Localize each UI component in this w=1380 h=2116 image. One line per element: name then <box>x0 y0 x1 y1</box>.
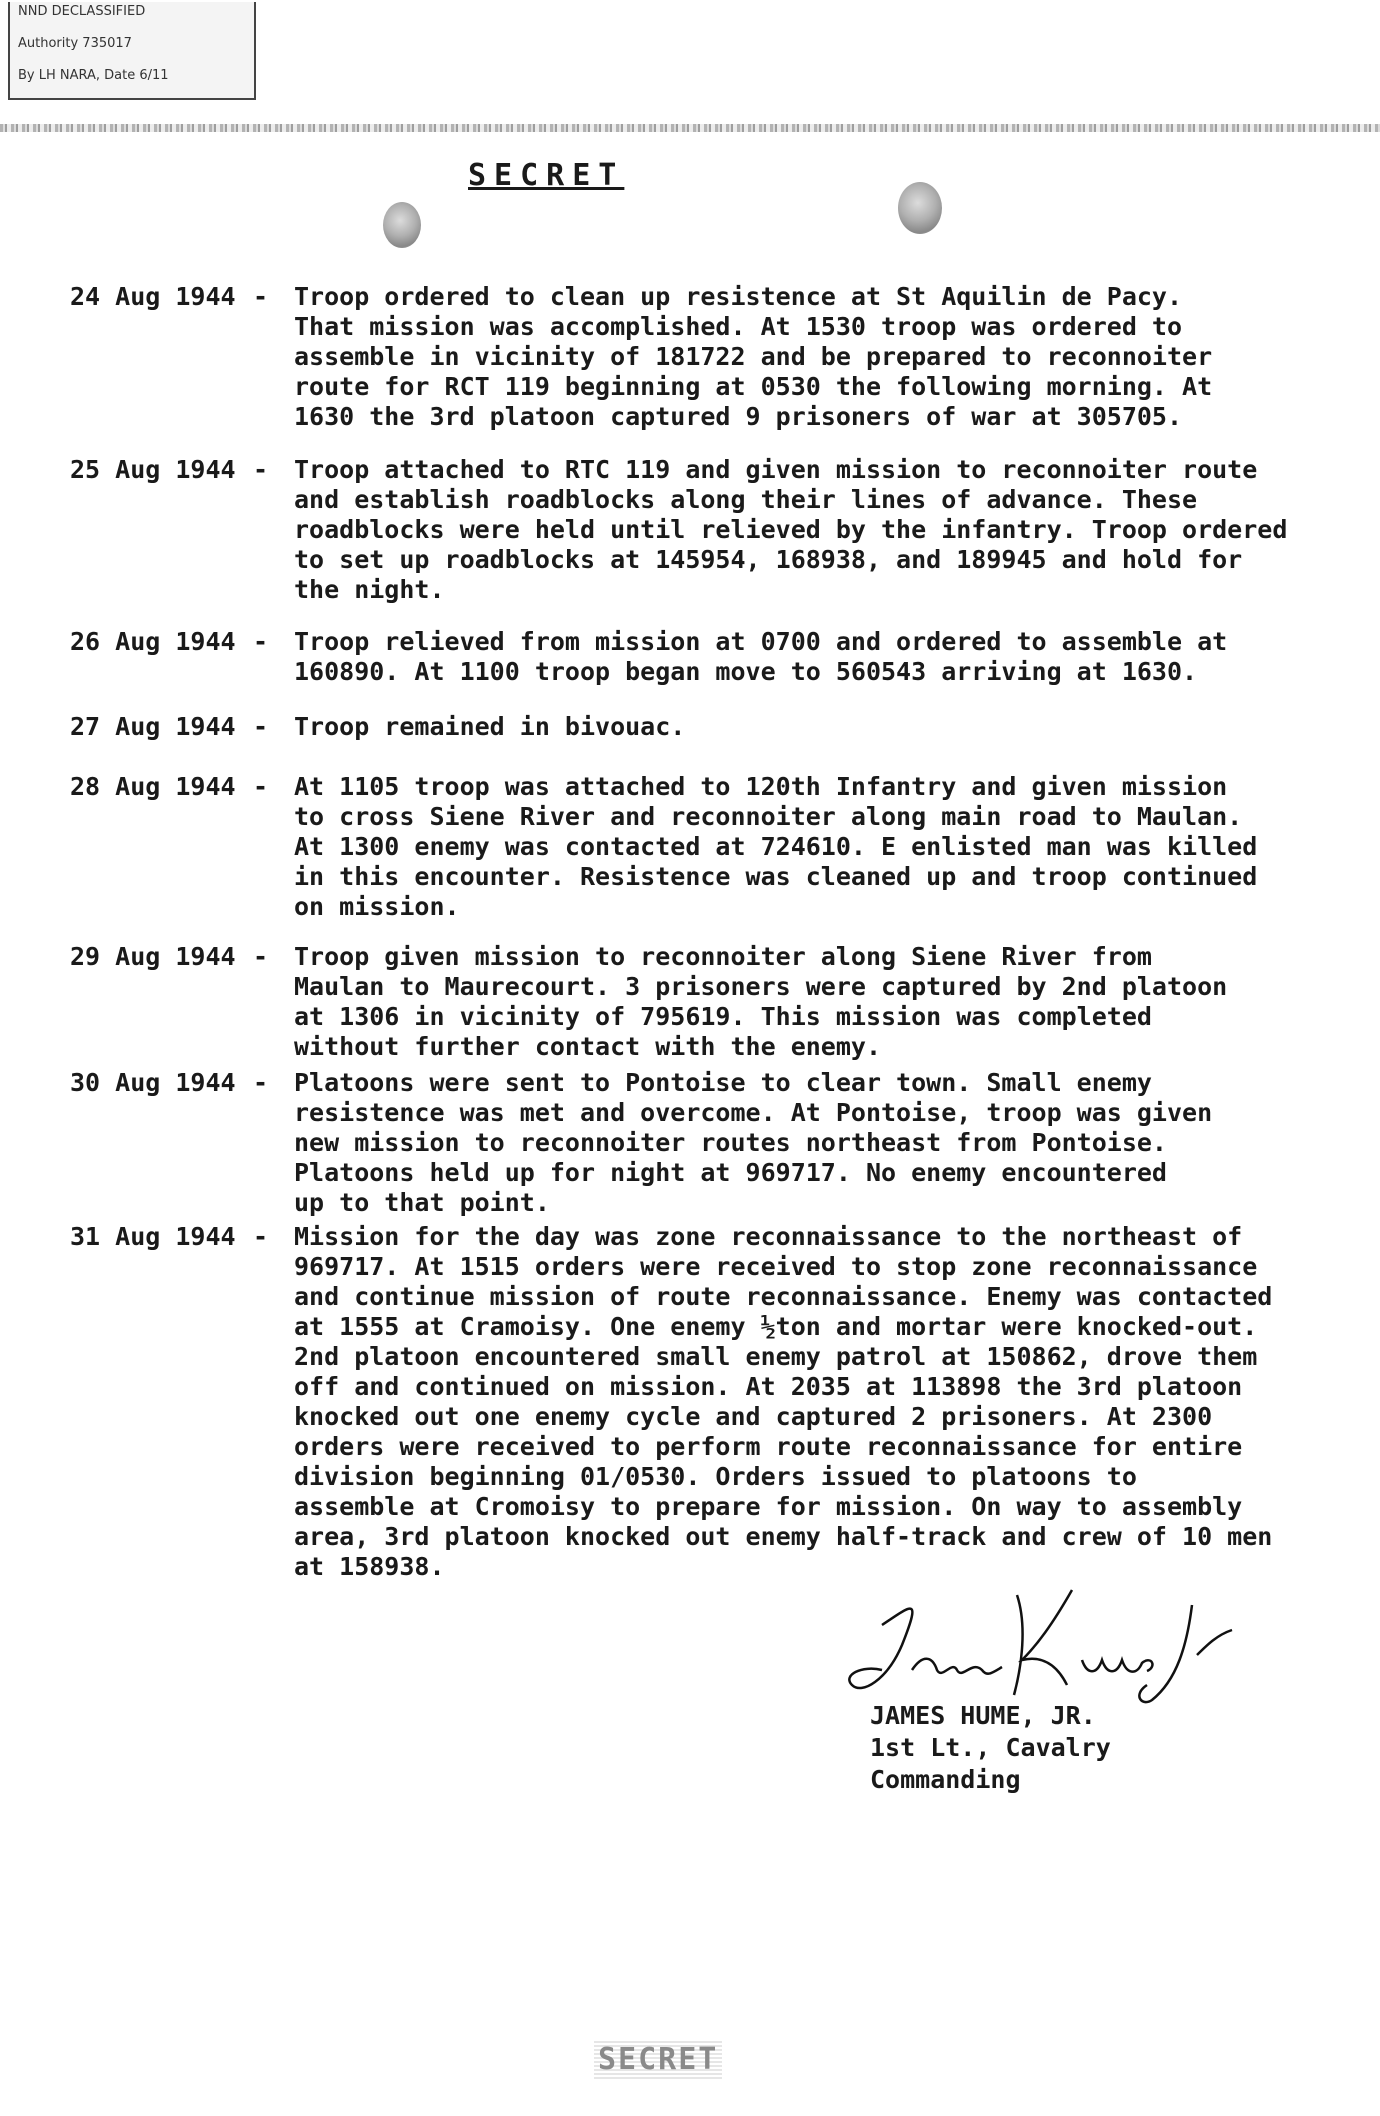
signer-rank: 1st Lt., Cavalry <box>870 1733 1111 1762</box>
entry-dash: - <box>253 1068 269 1097</box>
entry-dash: - <box>253 627 269 656</box>
declassification-stamp <box>8 2 256 100</box>
entry-dash: - <box>253 942 269 971</box>
entry-dash: - <box>253 282 269 311</box>
entry-text: Troop given mission to reconnoiter along Siene River from Maulan to Maurecourt. 3 prisoners were captured by 2nd platoon at 1306 in vicinity of 795619. This mission was completed without further contact with the enemy. <box>294 942 1228 1061</box>
classification-header: SECRET <box>468 158 625 193</box>
entry-date: 31 Aug 1944 <box>70 1222 236 1251</box>
entry-date: 25 Aug 1944 <box>70 455 236 484</box>
entry-text: Troop remained in bivouac. <box>294 712 686 741</box>
entry-date: 27 Aug 1944 <box>70 712 236 741</box>
entry-date: 28 Aug 1944 <box>70 772 236 801</box>
entry-text: Mission for the day was zone reconnaissance to the northeast of 969717. At 1515 orders were received to stop zone reconnaissance and continue mission of route reconnaissance. Enemy was contacted at 1555 at Cramoisy. One enemy ½ton and mortar were knocked-out. 2nd platoon encountered small enemy patrol at 150862, drove them off and continued on mission. At 2035 at 113898 the 3rd platoon knocked out one enemy cycle and captured 2 prisoners. At 2300 orders were received to perform route reconnaissance for entire division beginning 01/0530. Orders issued to platoons to assemble at Cromoisy to prepare for mission. On way to assembly area, 3rd platoon knocked out enemy half-track and crew of 10 men at 158938. <box>294 1222 1273 1581</box>
entry-date: 30 Aug 1944 <box>70 1068 236 1097</box>
entry-text: Platoons were sent to Pontoise to clear town. Small enemy resistence was met and overcome. At Pontoise, troop was given new mission to reconnoiter routes northeast from Pontoise. Platoons held up for night at 969717. No enemy encountered up to that point. <box>294 1068 1213 1217</box>
handwritten-signature <box>842 1585 1242 1715</box>
entry-dash: - <box>253 772 269 801</box>
signer-name: JAMES HUME, JR. <box>870 1701 1096 1730</box>
stamp-line-2: Authority 735017 <box>18 36 132 51</box>
signature-block <box>870 1700 1111 1796</box>
stamp-line-1: NND DECLASSIFIED <box>18 4 146 19</box>
entry-text: Troop attached to RTC 119 and given mission to reconnoiter route and establish roadblocks along their lines of advance. These roadblocks were held until relieved by the infantry. Troop ordered to set up roadblocks at 145954, 168938, and 189945 and hold for the night. <box>294 455 1288 604</box>
entry-text: Troop ordered to clean up resistence at St Aquilin de Pacy. That mission was accomplished. At 1530 troop was ordered to assemble in vicinity of 181722 and be prepared to reconnoiter route for RCT 119 beginning at 0530 the following morning. At 1630 the 3rd platoon captured 9 prisoners of war at 305705. <box>294 282 1213 431</box>
entry-dash: - <box>253 455 269 484</box>
entry-text: Troop relieved from mission at 0700 and ordered to assemble at 160890. At 1100 troop began move to 560543 arriving at 1630. <box>294 627 1228 686</box>
signer-role: Commanding <box>870 1765 1021 1794</box>
punch-hole-left <box>383 202 421 248</box>
punch-hole-right <box>898 182 942 234</box>
entry-dash: - <box>253 1222 269 1251</box>
entry-date: 26 Aug 1944 <box>70 627 236 656</box>
entry-text: At 1105 troop was attached to 120th Infantry and given mission to cross Siene River and reconnoiter along main road to Maulan. At 1300 enemy was contacted at 724610. E enlisted man was killed in this encounter. Resistence was cleaned up and troop continued on mission. <box>294 772 1258 921</box>
classification-footer: SECRET <box>594 2040 722 2079</box>
stamp-line-3: By LH NARA, Date 6/11 <box>18 68 169 83</box>
top-scan-rule <box>0 124 1380 132</box>
entry-date: 24 Aug 1944 <box>70 282 236 311</box>
entry-dash: - <box>253 712 269 741</box>
entry-date: 29 Aug 1944 <box>70 942 236 971</box>
